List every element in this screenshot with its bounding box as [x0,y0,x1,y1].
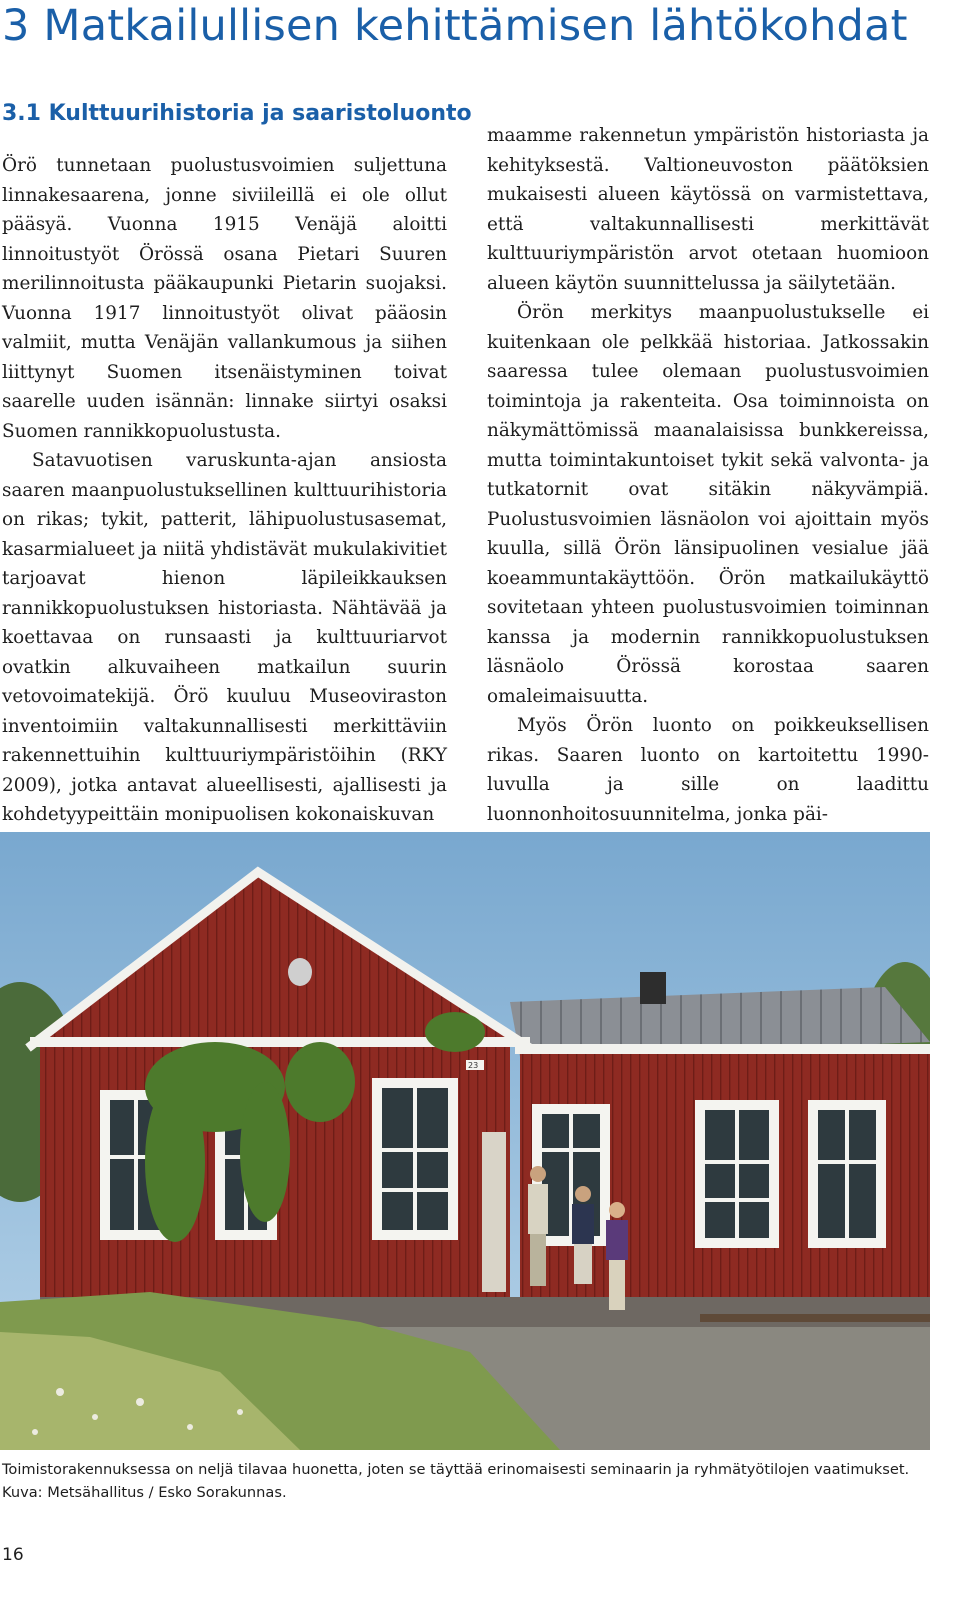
chimney [640,972,666,1004]
right-paragraph-3: Myös Örön luonto on poikkeuksellisen rikas. Saaren luonto on kartoitettu 1990-luvulla ja sille on laadittu luonnonhoitosuunnitelma, jonka päi- [487,715,929,825]
photo-caption: Toimistorakennuksessa on neljä tilavaa huonetta, joten se täyttää erinomaisesti seminaarin ja ryhmätyötilojen vaatimukset. Kuva: Metsähallitus / Esko Sorakunnas. [2,1461,910,1501]
building-photo [0,832,930,1450]
section-title: 3.1 Kulttuurihistoria ja saaristoluonto [2,101,472,126]
door [482,1132,506,1292]
left-paragraph-2: Satavuotisen varuskunta-ajan ansiosta saaren maanpuolustuksellinen kulttuurihistoria on rikas; tykit, patterit, lähipuolustusasemat, kasarmialueet ja niitä yhdistävät mukulakivitiet tarjoavat hienon läpileikkauksen rannikkopuolustuksen historiasta. Nähtävää ja koettavaa on runsaasti ja kulttuuriarvot ovatkin alkuvaiheen matkailun suurin vetovoimatekijä. Örö kuuluu Museoviraston inventoimiin valtakunnallisesti merkittäviin rakennettuihin kulttuuriympäristöihin (RKY 2009), jotka antavat alueellisesti, ajallisesti ja kohdetyypeittäin monipuolisen kokonaiskuvan [2,450,447,825]
loudspeaker [288,958,312,986]
chapter-title: 3 Matkailullisen kehittämisen lähtökohdat [2,1,908,51]
page-number: 16 [2,1545,24,1565]
left-paragraph-1: Örö tunnetaan puolustusvoimien suljettuna linnakesaarena, jonne siviileillä ei ole ollut pääsyä. Vuonna 1915 Venäjä aloitti linnoitustyöt Örössä osana Pietari Suuren merilinnoitusta pääkaupunki Pietarin suojaksi. Vuonna 1917 linnoitustyöt olivat pääosin valmiit, mutta Venäjän vallankumous ja siihen liittynyt Suomen itsenäistyminen toivat saarelle uuden isännän: linnake siirtyi osaksi Suomen rannikkopuolustusta. [2,155,447,442]
red-building-illustration [0,832,930,1450]
right-paragraph-1: maamme rakennetun ympäristön historiasta ja kehityksestä. Valtioneuvoston päätöksien mukaisesti alueen käytössä on varmistettava, että valtakunnallisesti merkittävät kulttuuriympäristön arvot otetaan huomioon alueen käytön suunnittelussa ja säilytetään. [487,125,929,294]
bench [700,1314,930,1322]
right-paragraph-2: Örön merkitys maanpuolustukselle ei kuitenkaan ole pelkkää historiaa. Jatkossakin saaressa tulee olemaan puolustusvoimien toimintoja ja rakenteita. Osa toiminnoista on näkymättömissä maanalaisissa bunkkereissa, mutta toimintakuntoiset tykit sekä valvonta- ja tutkatornit ovat sitäkin näkyvämpiä. Puolustusvoimien läsnäolon voi ajoittain myös kuulla, sillä Örön länsipuolinen vesialue jää koeammuntakäyttöön. Örön matkailukäyttö sovitetaan yhteen puolustusvoimien toiminnan kanssa ja modernin rannikkopuolustuksen läsnäolo Örössä korostaa saaren omaleimaisuutta. [487,302,929,707]
right-text-column [487,121,929,829]
house-number: 23 [468,1061,479,1070]
left-text-column [2,151,447,830]
